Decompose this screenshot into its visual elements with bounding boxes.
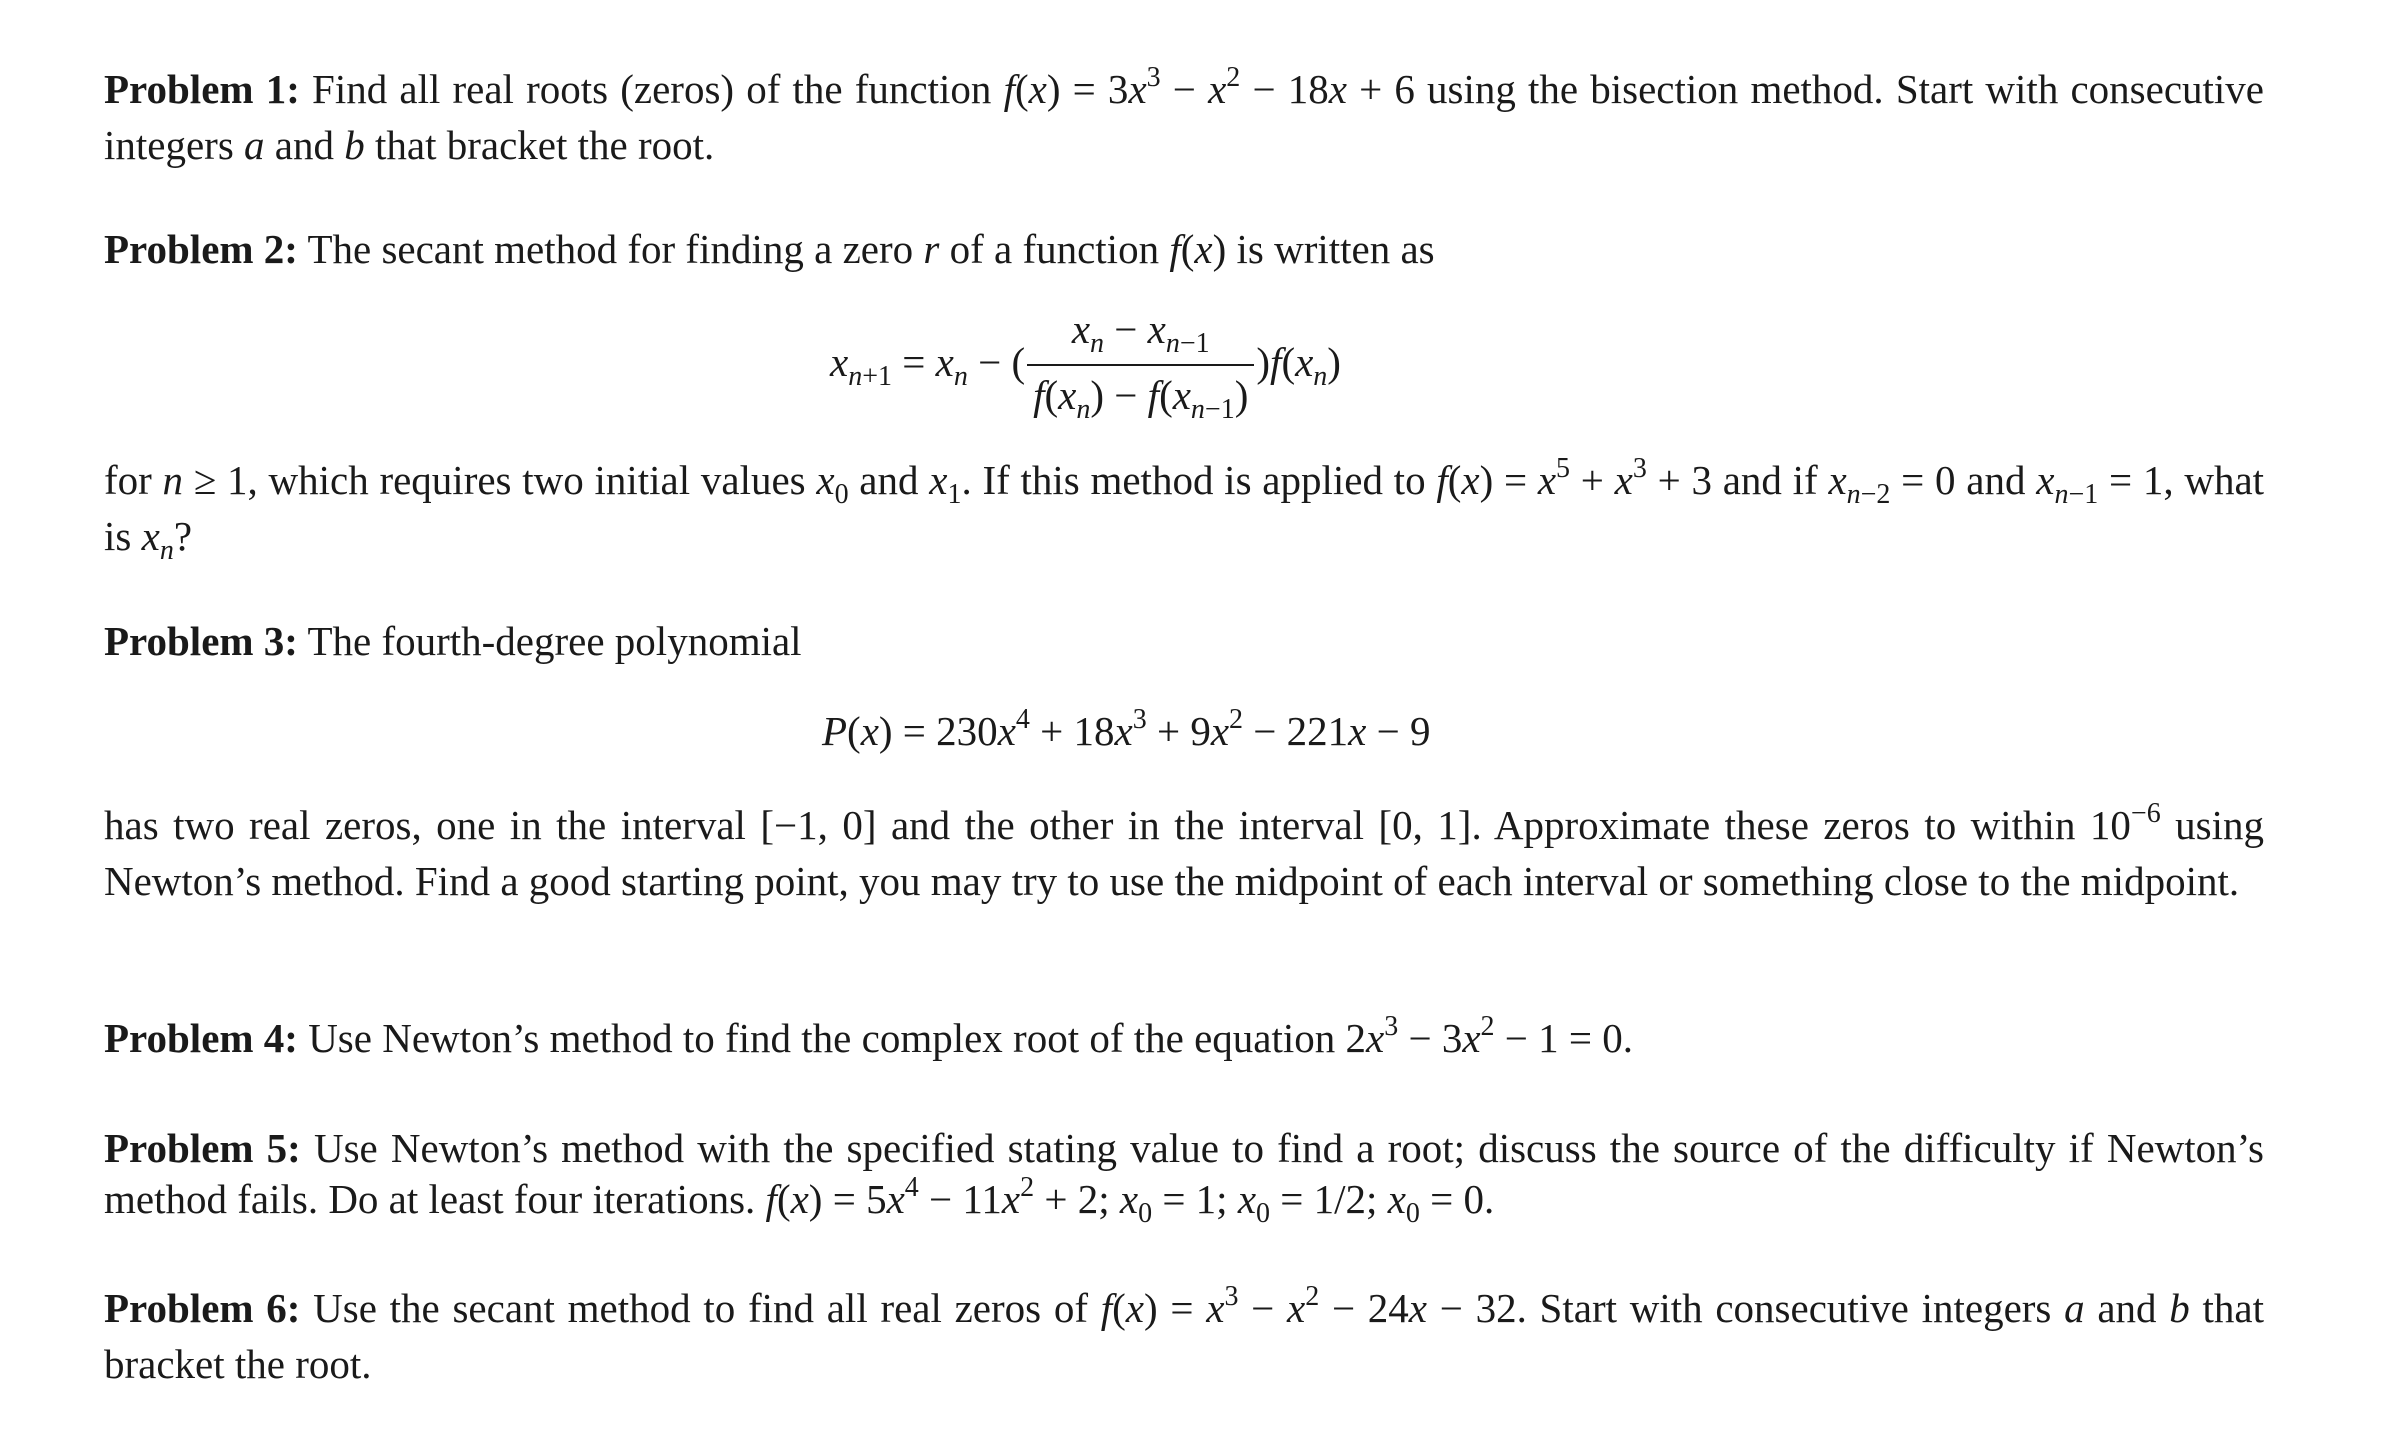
- problem-2-label: Problem 2:: [104, 226, 298, 272]
- problem-3-continued: has two real zeros, one in the interval [−1, 0] and the other in the interval [0, 1]. Approximate these zeros to within $10^{-6}$ using Newton’s method. Find a good starting point, you may try to use the midpoint of each interval or something close to the midpoint.: [104, 798, 2265, 904]
- problem-2-continued: for n ≥ 1, which requires two initial values $x_0$ and $x_1$. If this method is applied to $f(x) = x^5 + x^3 + 3$ and if $x_{n-2} = 0$ and $x_{n-1} = 1$, what is $x_n$?: [104, 453, 2265, 566]
- problem-3-label: Problem 3:: [104, 618, 298, 664]
- problem-1-label: Problem 1:: [104, 66, 300, 112]
- problem-6: Problem 6: Use the secant method to find all real zeros of $f(x) = x^3 - x^2 - 24x - 32$. Start with consecutive integers a and b that bracket the root.: [104, 1281, 2264, 1387]
- problem-3: Problem 3: The fourth-degree polynomial: [104, 618, 802, 664]
- problem-6-label: Problem 6:: [104, 1285, 301, 1331]
- problem-5-label: Problem 5:: [104, 1125, 301, 1171]
- problem-4-label: Problem 4:: [104, 1015, 298, 1061]
- problem-4: Problem 4: Use Newton’s method to find the complex root of the equation $2x^3 - 3x^2 - 1 = 0$.: [104, 1011, 1634, 1061]
- polynomial-formula: $P(x) = 230x^4 + 18x^3 + 9x^2 - 221x - 9$: [822, 704, 1431, 754]
- problem-5: Problem 5: Use Newton’s method with the specified stating value to find a root; discuss the source of the difficulty if Newton’s method fails. Do at least four iterations. $f(x) = 5x^4 - 11x^2 + 2$; $x_0 = 1$; $x_0 = 1/2$; $x_0 = 0$.: [104, 1125, 2265, 1229]
- problem-1-function: $f(x) = 3x^3 - x^2 - 18x + 6$: [1003, 62, 1415, 112]
- secant-formula: $x_{n+1} = x_n$ − ( $\frac{x_n - x_{n-1}}{f(x_n) - f(x_{n-1})}$ )$f(x_n)$: [830, 306, 1341, 425]
- problem-1: Problem 1: Find all real roots (zeros) of the function $f(x) = 3x^3 - x^2 - 18x + 6$ using the bisection method. Start with consecutive integers a and b that bracket the root.: [104, 62, 2264, 168]
- problem-2: Problem 2: The secant method for finding a zero r of a function f(x) is written as: [104, 226, 1435, 272]
- secant-fraction: $\frac{x_n - x_{n-1}}{f(x_n) - f(x_{n-1})}$: [1027, 304, 1254, 426]
